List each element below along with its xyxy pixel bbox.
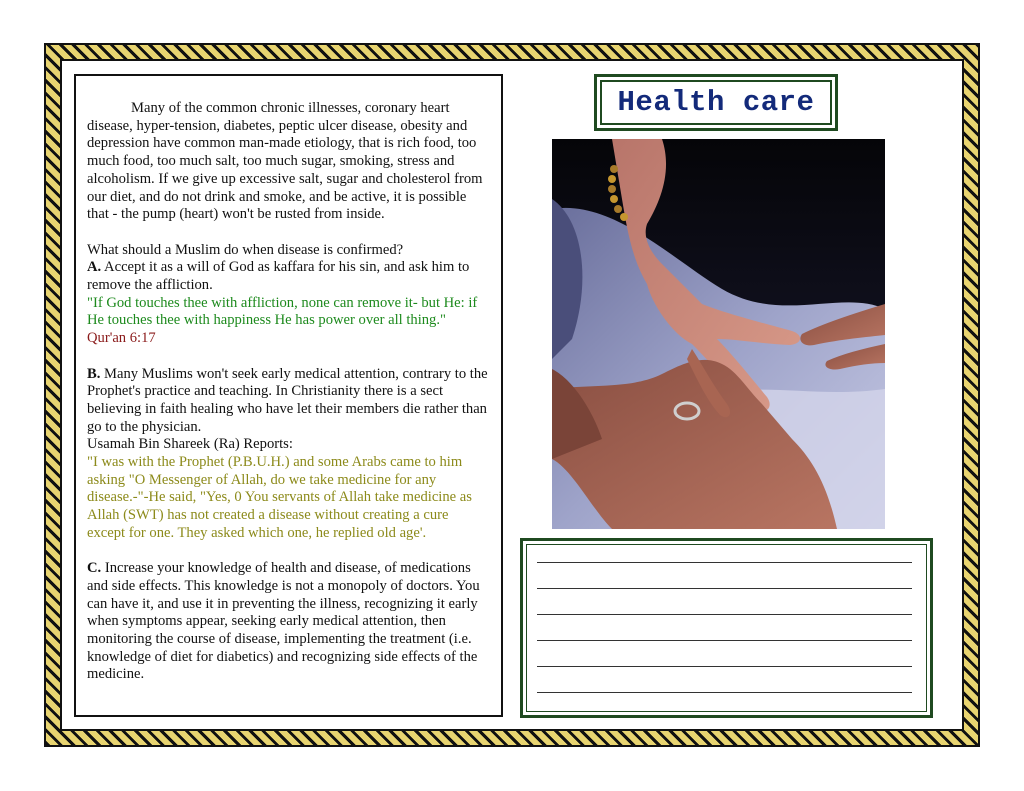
point-b-text: Many Muslims won't seek early medical attention, contrary to the Prophet's practice and teaching. In Christianity there is a sect believing in faith healing who have let their members die rather than go to the physician. <box>87 365 488 435</box>
hands-illustration <box>552 139 885 529</box>
quran-reference: Qur'an 6:17 <box>87 330 156 347</box>
point-b <box>87 366 490 437</box>
notes-lines <box>526 544 927 712</box>
point-a <box>87 259 490 294</box>
hadith-narrator: Usamah Bin Shareek (Ra) Reports: <box>87 436 293 453</box>
note-line <box>537 640 912 641</box>
quran-quote: "If God touches thee with affliction, none can remove it- but He: if He touches thee with happiness He has power over all thing." <box>87 294 478 329</box>
note-line <box>537 666 912 667</box>
note-line <box>537 614 912 615</box>
question-line: What should a Muslim do when disease is confirmed? <box>87 241 404 258</box>
hadith-quote: "I was with the Prophet (P.B.U.H.) and some Arabs came to him asking "O Messenger of Allah, do we take medicine for any disease.-"-He said, "Yes, 0 You servants of Allah take medicine as Allah (SWT) has not created a disease without creating a cure except for one. They asked which one, he replied old age'. <box>87 454 472 541</box>
article-text-box <box>74 74 503 717</box>
point-c-marker: C. <box>87 560 102 577</box>
point-b-marker: B. <box>87 365 101 382</box>
point-a-marker: A. <box>87 259 102 276</box>
intro-paragraph: Many of the common chronic illnesses, coronary heart disease, hyper-tension, diabetes, peptic ulcer disease, obesity and depression have common man-made etiology, that is rich food, too much food, too much salt, too much sugar, smoking, stress and alcoholism. If we give up excessive salt, sugar and cholesterol from our diet, and do not drink and smoke, and be active, it is possible that - the pump (heart) won't be rusted from inside. <box>87 100 483 223</box>
page-title: Health care <box>600 80 832 125</box>
point-a-text: Accept it as a will of God as kaffara for his sin, and ask him to remove the affliction. <box>87 259 470 294</box>
point-c <box>87 560 490 684</box>
point-c-text: Increase your knowledge of health and disease, of medications and side effects. This knowledge is not a monopoly of doctors. You can have it, and use it in preventing the illness, recognizing it early when symptoms appear, seeking early medical attention, then monitoring the course of disease, implementing the treatment (i.e. knowledge of diet for diabetics) and recognizing side effects of the medicine. <box>87 560 480 683</box>
title-frame <box>594 74 838 131</box>
note-line <box>537 692 912 693</box>
note-line <box>537 562 912 563</box>
notes-frame <box>520 538 933 718</box>
hands-photo <box>552 139 885 529</box>
note-line <box>537 588 912 589</box>
